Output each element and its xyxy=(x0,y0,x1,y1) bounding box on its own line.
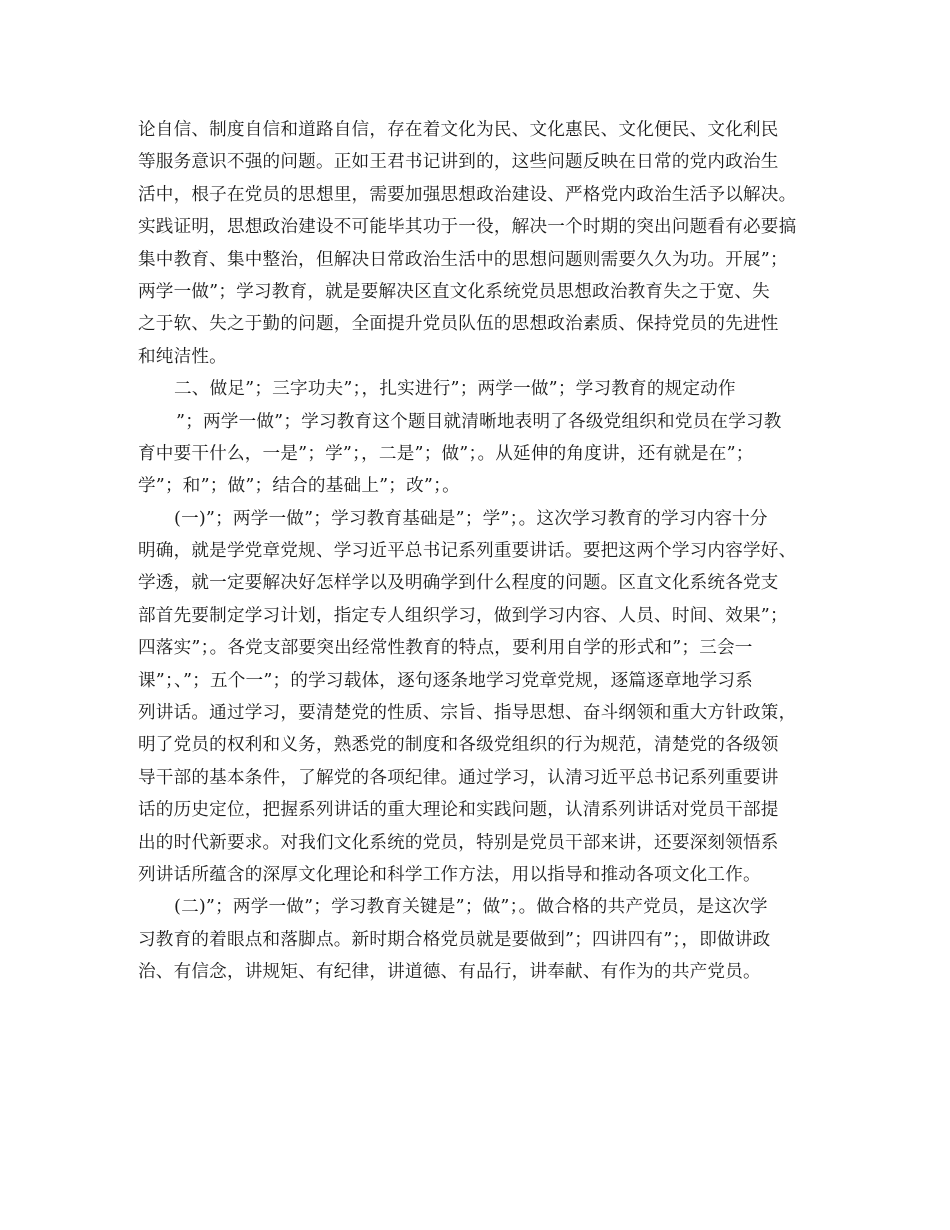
text-line: 话的历史定位，把握系列讲话的重大理论和实践问题，认清系列讲话对党员干部提 xyxy=(138,800,779,821)
text-line: (二)”；两学一做”；学习教育关键是”；做”；。做合格的共产党员，是这次学 xyxy=(174,897,768,918)
text-line: 实践证明，思想政治建设不可能毕其功于一役，解决一个时期的突出问题看有必要搞 xyxy=(138,217,797,238)
text-line: (一)”；两学一做”；学习教育基础是”；学”；。这次学习教育的学习内容十分 xyxy=(174,508,768,529)
text-line: 习教育的着眼点和落脚点。新时期合格党员就是要做到”；四讲四有”；，即做讲政 xyxy=(138,929,771,950)
text-line: 两学一做”；学习教育，就是要解决区直文化系统党员思想政治教育失之于宽、失 xyxy=(138,281,770,302)
document-body xyxy=(138,114,828,989)
text-line: 治、有信念，讲规矩、有纪律，讲道德、有品行，讲奉献、有作为的共产党员。 xyxy=(138,962,761,983)
text-line: 明确，就是学党章党规、学习近平总书记系列重要讲话。要把这两个学习内容学好、 xyxy=(138,541,797,562)
text-line: 和纯洁性。 xyxy=(138,346,227,367)
text-line: 二、做足”；三字功夫”；，扎实进行”；两学一做”；学习教育的规定动作 xyxy=(174,379,736,400)
text-line: 列讲话。通过学习，要清楚党的性质、宗旨、指导思想、奋斗纲领和重大方针政策， xyxy=(138,703,797,724)
text-line: ”；两学一做”；学习教育这个题目就清晰地表明了各级党组织和党员在学习教 xyxy=(176,411,782,432)
text-line: 明了党员的权利和义务，熟悉党的制度和各级党组织的行为规范，清楚党的各级领 xyxy=(138,735,779,756)
text-line: 导干部的基本条件，了解党的各项纪律。通过学习，认清习近平总书记系列重要讲 xyxy=(138,767,779,788)
text-line: 部首先要制定学习计划，指定专人组织学习，做到学习内容、人员、时间、效果”； xyxy=(138,605,788,626)
text-line: 出的时代新要求。对我们文化系统的党员，特别是党员干部来讲，还要深刻领悟系 xyxy=(138,832,779,853)
text-line: 集中教育、集中整治，但解决日常政治生活中的思想问题则需要久久为功。开展”； xyxy=(138,249,788,270)
text-line: 课”；、”；五个一”；的学习载体，逐句逐条地学习党章党规，逐篇逐章地学习系 xyxy=(138,670,753,691)
text-line: 学”；和”；做”；结合的基础上”；改”；。 xyxy=(138,476,460,497)
text-line: 学透，就一定要解决好怎样学以及明确学到什么程度的问题。区直文化系统各党支 xyxy=(138,573,779,594)
text-line: 育中要干什么，一是”；学”；，二是”；做”；。从延伸的角度讲，还有就是在”； xyxy=(138,443,754,464)
text-line: 四落实”；。各党支部要突出经常性教育的特点，要利用自学的形式和”；三会一 xyxy=(138,638,753,659)
text-line: 列讲话所蕴含的深厚文化理论和科学工作方法，用以指导和推动各项文化工作。 xyxy=(138,864,761,885)
text-line: 之于软、失之于勤的问题，全面提升党员队伍的思想政治素质、保持党员的先进性 xyxy=(138,314,779,335)
text-line: 等服务意识不强的问题。正如王君书记讲到的，这些问题反映在日常的党内政治生 xyxy=(138,152,779,173)
text-line: 活中，根子在党员的思想里，需要加强思想政治建设、严格党内政治生活予以解决。 xyxy=(138,184,797,205)
text-line: 论自信、制度自信和道路自信，存在着文化为民、文化惠民、文化便民、文化利民 xyxy=(138,120,779,140)
